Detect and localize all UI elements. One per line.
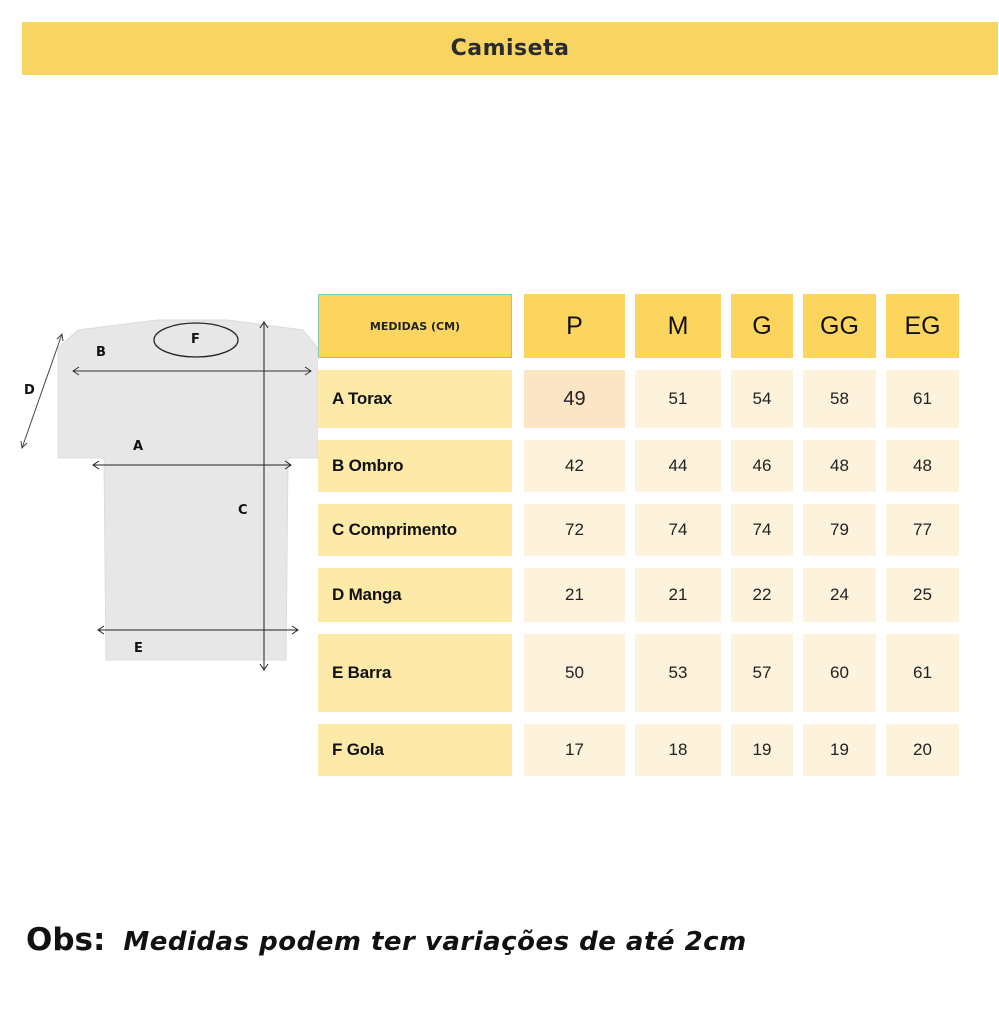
row-label-manga: D Manga <box>318 568 512 622</box>
cell-comprimento-p: 72 <box>524 504 625 556</box>
cell-comprimento-gg: 79 <box>803 504 876 556</box>
cell-gola-m: 18 <box>635 724 721 776</box>
cell-barra-m: 53 <box>635 634 721 712</box>
row-label-barra: E Barra <box>318 634 512 712</box>
cell-torax-m: 51 <box>635 370 721 428</box>
table-header-measures: MEDIDAS (CM) <box>318 294 512 358</box>
cell-barra-eg: 61 <box>886 634 959 712</box>
label-e: E <box>134 641 143 656</box>
cell-gola-eg: 20 <box>886 724 959 776</box>
label-d: D <box>24 383 35 398</box>
note <box>26 922 747 958</box>
row-label-gola: F Gola <box>318 724 512 776</box>
row-label-comprimento: C Comprimento <box>318 504 512 556</box>
size-header-g: G <box>731 294 793 358</box>
title-banner <box>22 22 998 75</box>
label-a: A <box>133 439 144 454</box>
note-text: Medidas podem ter variações de até 2cm <box>123 927 747 957</box>
label-b: B <box>96 345 106 360</box>
cell-barra-p: 50 <box>524 634 625 712</box>
cell-ombro-g: 46 <box>731 440 793 492</box>
row-label-ombro: B Ombro <box>318 440 512 492</box>
tshirt-illustration <box>18 308 318 678</box>
size-header-eg: EG <box>886 294 959 358</box>
cell-torax-g: 54 <box>731 370 793 428</box>
cell-manga-p: 21 <box>524 568 625 622</box>
cell-ombro-eg: 48 <box>886 440 959 492</box>
tshirt-diagram <box>18 308 318 678</box>
cell-comprimento-eg: 77 <box>886 504 959 556</box>
size-header-m: M <box>635 294 721 358</box>
cell-barra-gg: 60 <box>803 634 876 712</box>
cell-gola-p: 17 <box>524 724 625 776</box>
cell-comprimento-g: 74 <box>731 504 793 556</box>
size-header-gg: GG <box>803 294 876 358</box>
cell-gola-gg: 19 <box>803 724 876 776</box>
cell-torax-gg: 58 <box>803 370 876 428</box>
cell-torax-p: 49 <box>524 370 625 428</box>
cell-gola-g: 19 <box>731 724 793 776</box>
cell-manga-eg: 25 <box>886 568 959 622</box>
cell-ombro-gg: 48 <box>803 440 876 492</box>
cell-manga-m: 21 <box>635 568 721 622</box>
note-label: Obs: <box>26 922 106 958</box>
label-f: F <box>191 332 200 347</box>
cell-barra-g: 57 <box>731 634 793 712</box>
cell-comprimento-m: 74 <box>635 504 721 556</box>
label-c: C <box>238 503 248 518</box>
page-title: Camiseta <box>450 36 570 61</box>
cell-torax-eg: 61 <box>886 370 959 428</box>
size-header-p: P <box>524 294 625 358</box>
row-label-torax: A Torax <box>318 370 512 428</box>
cell-ombro-m: 44 <box>635 440 721 492</box>
cell-ombro-p: 42 <box>524 440 625 492</box>
cell-manga-gg: 24 <box>803 568 876 622</box>
cell-manga-g: 22 <box>731 568 793 622</box>
